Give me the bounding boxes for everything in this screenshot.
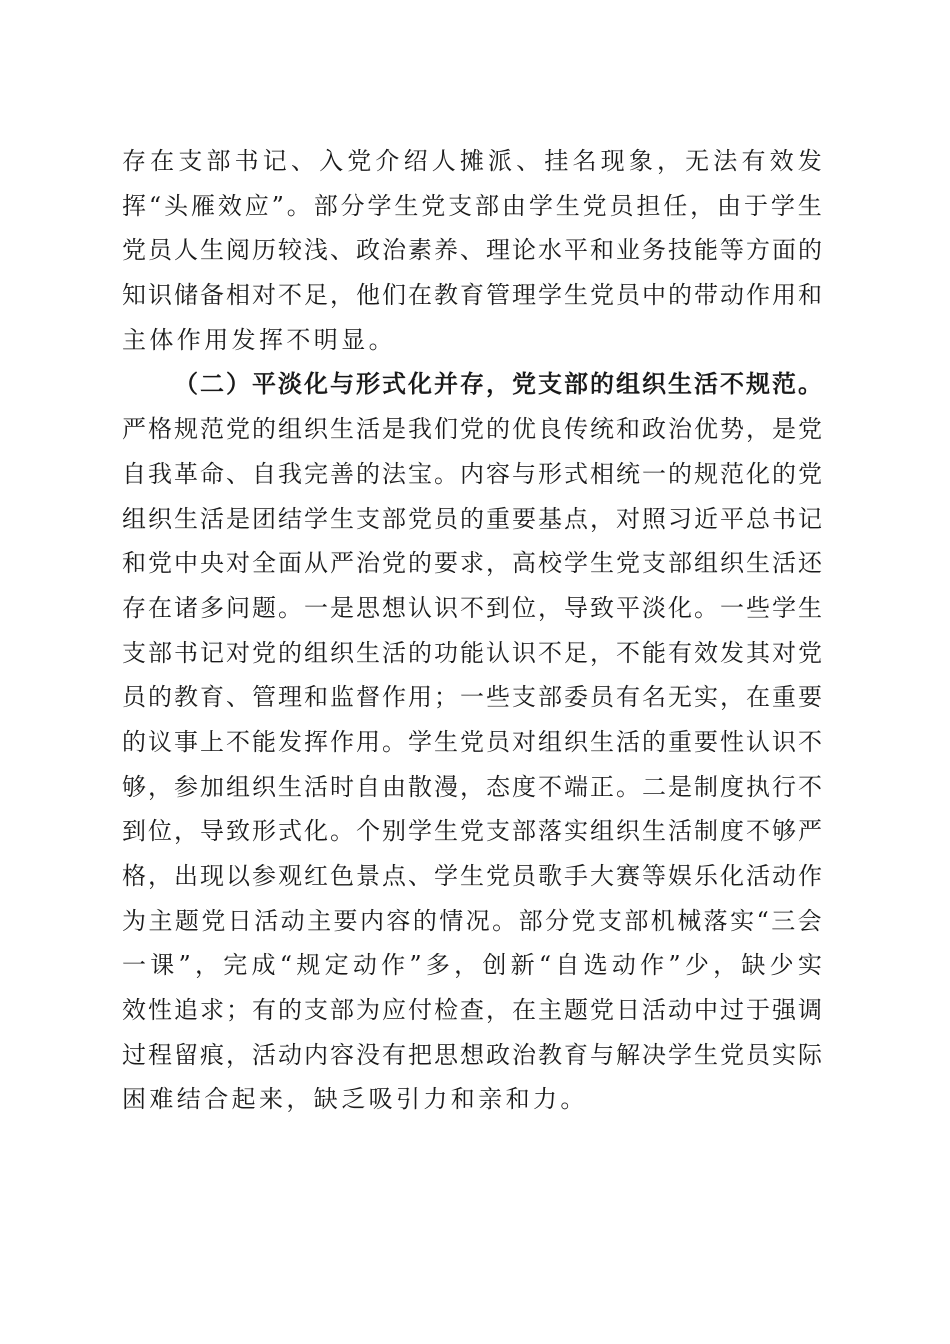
section-heading: （ 二 ） 平 淡 化 与 形 式 化 并 存 ， 党 支 部 的 组 织 生 活 不 规 范 。 xyxy=(174,369,822,399)
text-line: 过 程 留 痕 ， 活 动 内 容 没 有 把 思 想 政 治 教 育 与 解 决 学 生 党 员 实 际 xyxy=(122,1040,822,1069)
text-line: 和 党 中 央 对 全 面 从 严 治 党 的 要 求 ， 高 校 学 生 党 支 部 组 织 生 活 还 xyxy=(122,549,822,578)
text-line: 一 课 ” ， 完 成 “ 规 定 动 作 ” 多 ， 创 新 “ 自 选 动 作 ” 少 ， 缺 少 实 xyxy=(122,951,822,980)
text-line: 为 主 题 党 日 活 动 主 要 内 容 的 情 况 。 部 分 党 支 部 机 械 落 实 “ 三 会 xyxy=(122,906,822,935)
text-line: 够 ， 参 加 组 织 生 活 时 自 由 散 漫 ， 态 度 不 端 正 。 二 是 制 度 执 行 不 xyxy=(122,772,822,801)
text-line: 主体作用发挥不明显。 xyxy=(122,325,396,354)
text-line: 支 部 书 记 对 党 的 组 织 生 活 的 功 能 认 识 不 足 ， 不 能 有 效 发 其 对 党 xyxy=(122,638,822,667)
text-line: 组 织 生 活 是 团 结 学 生 支 部 党 员 的 重 要 基 点 ， 对 照 习 近 平 总 书 记 xyxy=(122,504,822,533)
text-line: 员 的 教 育 、 管 理 和 监 督 作 用 ； 一 些 支 部 委 员 有 名 无 实 ， 在 重 要 xyxy=(122,683,822,712)
text-line: 严 格 规 范 党 的 组 织 生 活 是 我 们 党 的 优 良 传 统 和 政 治 优 势 ， 是 党 xyxy=(122,415,822,444)
text-line: 挥 “ 头 雁 效 应 ” 。 部 分 学 生 党 支 部 由 学 生 党 员 担 任 ， 由 于 学 生 xyxy=(122,191,822,220)
text-line: 的 议 事 上 不 能 发 挥 作 用 。 学 生 党 员 对 组 织 生 活 的 重 要 性 认 识 不 xyxy=(122,727,822,756)
text-line: 效 性 追 求 ； 有 的 支 部 为 应 付 检 查 ， 在 主 题 党 日 活 动 中 过 于 强 调 xyxy=(122,996,822,1025)
text-line: 党 员 人 生 阅 历 较 浅 、 政 治 素 养 、 理 论 水 平 和 业 务 技 能 等 方 面 的 xyxy=(122,236,822,265)
text-line: 存 在 支 部 书 记 、 入 党 介 绍 人 摊 派 、 挂 名 现 象 ， 无 法 有 效 发 xyxy=(122,147,822,175)
text-line: 自 我 革 命 、 自 我 完 善 的 法 宝 。 内 容 与 形 式 相 统 一 的 规 范 化 的 党 xyxy=(122,459,822,488)
text-line: 困难结合起来，缺乏吸引力和亲和力。 xyxy=(122,1085,588,1114)
text-line: 格 ， 出 现 以 参 观 红 色 景 点 、 学 生 党 员 歌 手 大 赛 等 娱 乐 化 活 动 作 xyxy=(122,862,822,890)
text-line: 到 位 ， 导 致 形 式 化 。 个 别 学 生 党 支 部 落 实 组 织 生 活 制 度 不 够 严 xyxy=(122,817,822,846)
body-text xyxy=(122,139,822,1122)
text-line: 存 在 诸 多 问 题 。 一 是 思 想 认 识 不 到 位 ， 导 致 平 淡 化 。 一 些 学 生 xyxy=(122,593,822,622)
text-line: 知 识 储 备 相 对 不 足 ， 他 们 在 教 育 管 理 学 生 党 员 中 的 带 动 作 用 和 xyxy=(122,281,822,310)
